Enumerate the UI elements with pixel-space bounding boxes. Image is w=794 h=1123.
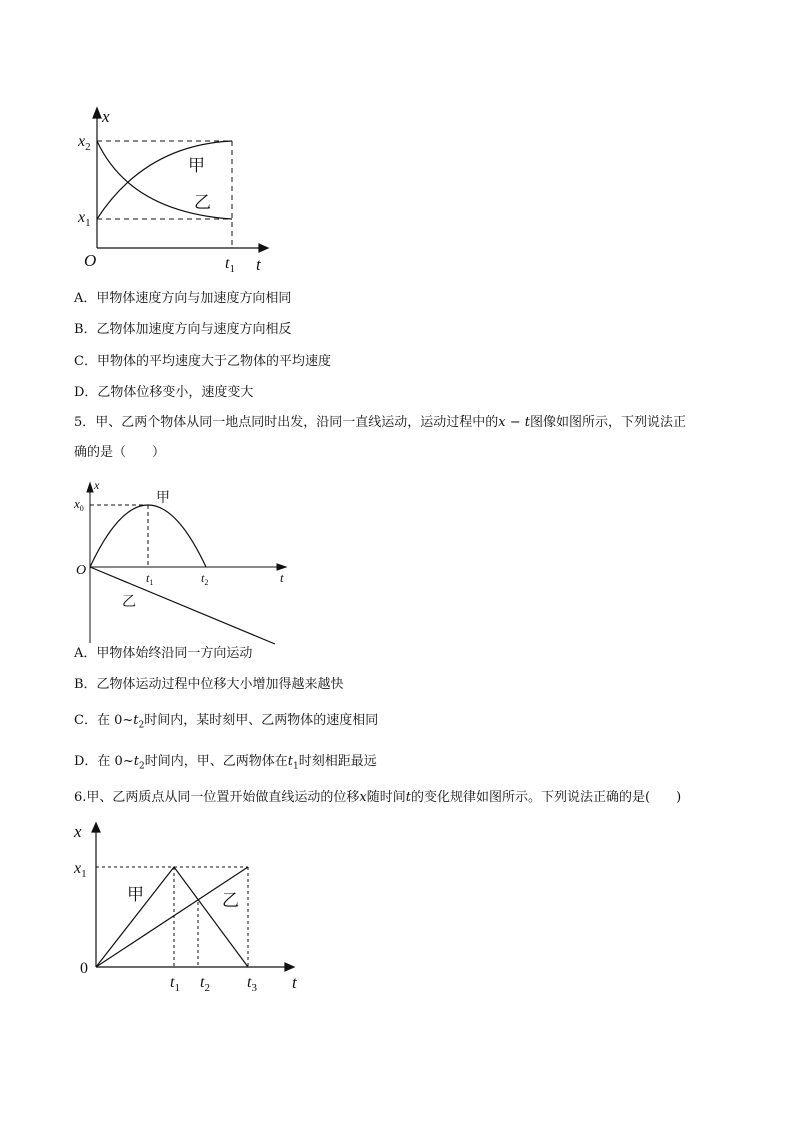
tick-x2: $x_2$ (78, 133, 91, 153)
tick-t2: $t_2$ (200, 974, 210, 994)
axis-label-t: t (280, 570, 284, 585)
axis-label-x: x (74, 822, 82, 841)
curve-yi (97, 141, 232, 219)
tick-t1: $t_1$ (146, 571, 154, 587)
graph-2 (70, 475, 300, 645)
q5-stem-part2: 图像如图所示，下列说法正 (530, 415, 687, 430)
q6-stem: 6.甲、乙两质点从同一位置开始做直线运动的位移x随时间t的变化规律如图所示。下列说法正确的是( ) (74, 790, 682, 805)
curve-label-yi: 乙 (222, 891, 239, 911)
q5-stem-line1 (74, 414, 686, 432)
origin-label: O (84, 251, 97, 270)
q5-stem-line2: 确的是（ ） (74, 445, 166, 460)
axis-label-t: t (256, 255, 261, 274)
curve-label-jia: 甲 (127, 885, 144, 905)
x-axis-arrow (93, 108, 101, 118)
q5-option-b: B．乙物体运动过程中位移大小增加得越来越快 (74, 677, 344, 692)
tick-x0: $x_0$ (74, 496, 84, 513)
origin-label: O (76, 563, 87, 578)
x-axis-arrow (87, 483, 93, 492)
graph-3 (70, 815, 320, 995)
tick-x1: $x_1$ (74, 860, 87, 880)
tick-t3: $t_3$ (247, 974, 257, 994)
axis-label-x: x (94, 478, 100, 492)
tick-x1: $x_1$ (78, 209, 91, 229)
q5-stem-formula: x − t (498, 415, 530, 430)
q4-option-d: D．乙物体位移变小，速度变大 (74, 385, 254, 400)
line-yi (96, 867, 248, 967)
x-axis-arrow (92, 823, 100, 832)
curve-jia (97, 141, 232, 219)
t-axis-arrow (259, 244, 268, 252)
origin-label: 0 (80, 960, 88, 977)
axis-label-t: t (292, 973, 297, 992)
curve-label-yi: 乙 (194, 193, 211, 213)
axis-label-x: x (102, 107, 110, 126)
curve-label-yi: 乙 (122, 594, 136, 610)
graph-1 (70, 100, 280, 275)
tick-t1: $t_1$ (225, 255, 235, 275)
q5-option-a: A．甲物体始终沿同一方向运动 (74, 646, 253, 661)
q4-option-c: C．甲物体的平均速度大于乙物体的平均速度 (74, 354, 331, 369)
q4-option-b: B．乙物体加速度方向与速度方向相反 (74, 322, 292, 337)
t-axis-arrow (285, 963, 294, 971)
line-yi (90, 567, 275, 644)
q4-option-a: A．甲物体速度方向与加速度方向相同 (74, 291, 292, 306)
tick-t1: $t_1$ (170, 974, 180, 994)
q5-stem-part1: 5．甲、乙两个物体从同一地点同时出发，沿同一直线运动，运动过程中的 (74, 415, 499, 430)
q5-option-d: D．在 $0\sim t_2$时间内，甲、乙两物体在$t_1$时刻相距最远 (74, 754, 377, 772)
curve-label-jia: 甲 (156, 490, 170, 506)
curve-label-jia: 甲 (188, 156, 205, 176)
q5-option-c: C．在 $0\sim t_2$时间内，某时刻甲、乙两物体的速度相同 (74, 713, 379, 731)
tick-t2: $t_2$ (201, 571, 209, 587)
